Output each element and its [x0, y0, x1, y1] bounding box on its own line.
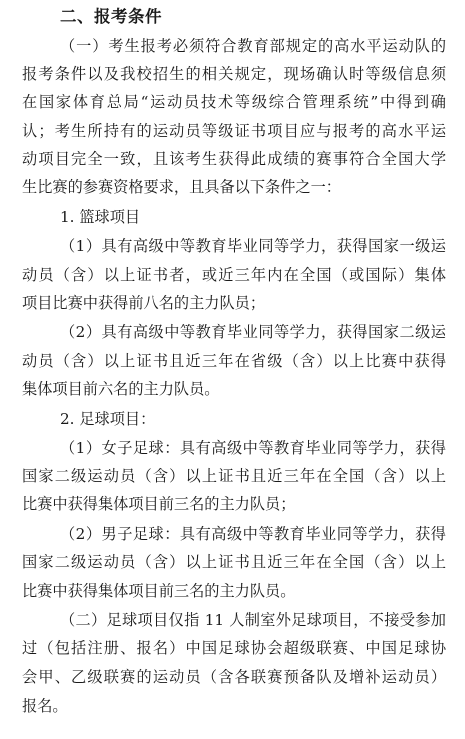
- paragraph-line: 在国家体育总局“运动员技术等级综合管理系统”中得到确: [22, 93, 446, 111]
- paragraph-line: 比赛中获得集体项目前三名的主力队员。: [22, 582, 296, 600]
- paragraph-line: （1）女子足球：具有高级中等教育毕业同等学力，获得: [60, 439, 446, 457]
- paragraph-line: 比赛中获得集体项目前三名的主力队员；: [22, 495, 296, 513]
- paragraph-line: 集体项目前六名的主力队员。: [22, 380, 220, 398]
- paragraph-line: 报名。: [22, 697, 68, 715]
- paragraph-line: （二）足球项目仅指 11 人制室外足球项目，不接受参加: [60, 611, 446, 629]
- paragraph-line: 项目比赛中获得前八名的主力队员；: [22, 294, 265, 312]
- paragraph-line: 会甲、乙级联赛的运动员（含各联赛预备队及增补运动员）: [22, 668, 446, 686]
- subsection-title: 2. 足球项目：: [60, 410, 156, 428]
- paragraph-line: （2）男子足球：具有高级中等教育毕业同等学力，获得: [60, 525, 446, 543]
- subsection-title: 1. 篮球项目: [60, 208, 141, 226]
- paragraph-line: 动员（含）以上证书者，或近三年内在全国（或国际）集体: [22, 266, 446, 284]
- paragraph-line: 认；考生所持有的运动员等级证书项目应与报考的高水平运: [22, 122, 446, 140]
- paragraph-line: 动项目完全一致，且该考生获得此成绩的赛事符合全国大学: [22, 150, 446, 168]
- paragraph-line: 生比赛的参赛资格要求，且具备以下条件之一：: [22, 178, 341, 196]
- paragraph-line: （一）考生报考必须符合教育部规定的高水平运动队的: [60, 37, 446, 55]
- section-heading: 二、报考条件: [60, 7, 162, 26]
- paragraph-line: 报考条件以及我校招生的相关规定，现场确认时等级信息须: [22, 65, 446, 83]
- paragraph-line: 国家二级运动员（含）以上证书且近三年在全国（含）以上: [22, 467, 446, 485]
- paragraph-line: 过（包括注册、报名）中国足球协会超级联赛、中国足球协: [22, 639, 446, 657]
- paragraph-line: 国家二级运动员（含）以上证书且近三年在全国（含）以上: [22, 553, 446, 571]
- paragraph-line: （2）具有高级中等教育毕业同等学力，获得国家二级运: [60, 323, 446, 341]
- paragraph-line: 动员（含）以上证书且近三年在省级（含）以上比赛中获得: [22, 352, 446, 370]
- paragraph-line: （1）具有高级中等教育毕业同等学力，获得国家一级运: [60, 237, 446, 255]
